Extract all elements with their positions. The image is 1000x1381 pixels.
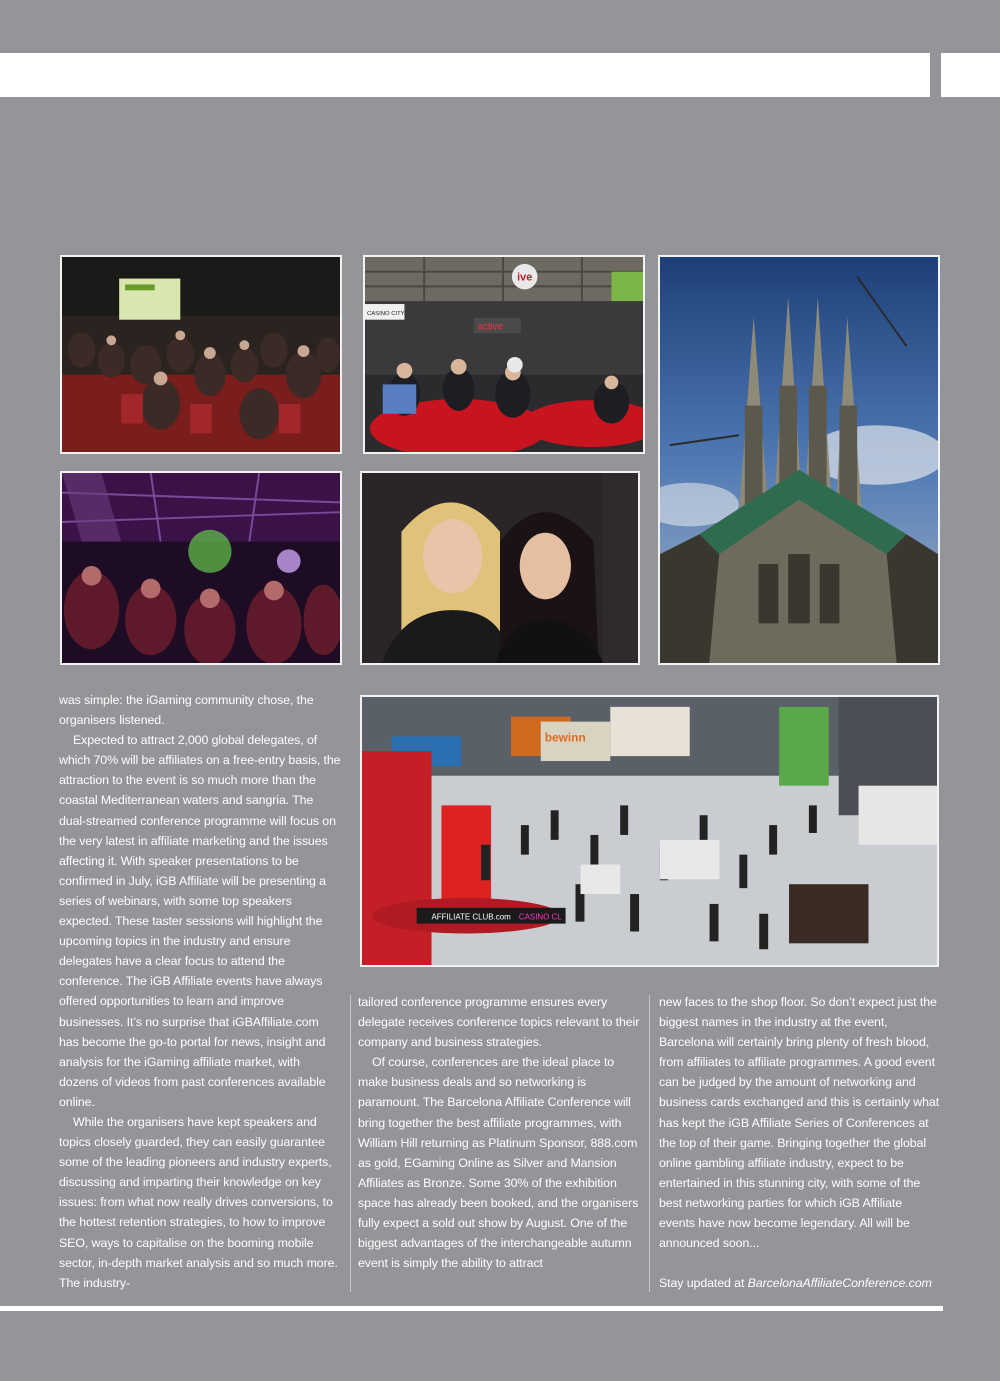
paragraph: was simple: the iGaming community chose, the organisers listened. <box>59 693 314 728</box>
photo-two-women <box>360 471 640 665</box>
photo-sagrada-familia <box>658 255 940 665</box>
article-column-1 <box>59 690 341 1293</box>
photo-party <box>60 471 342 665</box>
column-divider <box>649 995 650 1292</box>
paragraph: Of course, conferences are the ideal place to make business deals and so networking is paramount. The Barcelona Affiliate Conference will bring together the best affiliate programmes, with William Hill returning as Platinum Sponsor, 888.com as gold, EGaming Online as Silver and Mansion Affiliates as Bronze. Some 30% of the exhibition space has already been booked, and the organisers fully expect a sold out show by August. One of the biggest advantages of the interchangeable autumn event is simply the ability to attract <box>358 1055 639 1271</box>
paragraph: Expected to attract 2,000 global delegates, of which 70% will be affiliates on a free-entry basis, the attraction to the event is so much more than the coastal Mediterranean waters and sangria. The dual-streamed conference programme will focus on the very latest in affiliate marketing and the issues affecting it. With speaker presentations to be confirmed in July, iGB Affiliate will be presenting a series of webinars, with some top speakers expected. These taster sessions will highlight the upcoming topics in the industry and ensure delegates have a clear focus to attend the conference. The iGB Affiliate events have always offered opportunities to learn and improve businesses. It’s no surprise that iGBAffiliate.com has become the go-to portal for news, insight and analysis for the iGaming affiliate market, with dozens of videos from past conferences available online. <box>59 733 341 1109</box>
casino-club-sign: CASINO CL <box>518 912 562 922</box>
photo-exhibition-tables <box>363 255 645 454</box>
header-tab <box>941 53 1000 97</box>
active-sign: active <box>477 321 504 333</box>
stay-updated-prefix: Stay updated at <box>659 1276 748 1291</box>
article-column-3 <box>659 992 941 1293</box>
paragraph: new faces to the shop floor. So don’t expect just the biggest names in the industry at the event, Barcelona will certainly bring plenty of fresh blood, from affiliates to affiliate programmes. A good event can be judged by the amount of networking and business cards exchanged and this is certainly what has kept the iGB Affiliate Series of Conferences at the top of their game. Bringing together the global online gambling affiliate industry, expect to be entertained in this stunning city, with some of the best networking parties for which iGB Affiliate events have now become legendary. All will be announced soon... <box>659 995 940 1251</box>
footer-rule <box>0 1306 943 1311</box>
paragraph: tailored conference programme ensures every delegate receives conference topics relevant to their company and business strategies. <box>358 995 640 1050</box>
conference-url-link[interactable]: BarcelonaAffiliateConference.com <box>747 1276 932 1291</box>
photo-conference-audience <box>60 255 342 454</box>
affiliate-club-sign: AFFILIATE CLUB.com <box>431 912 511 922</box>
paragraph: While the organisers have kept speakers and topics closely guarded, they can easily guarantee some of the leading pioneers and industry experts, discussing and imparting their knowledge on key issues: from what now really drives conversions, to the hottest retention strategies, to how to improve SEO, ways to capitalise on the booming mobile sector, in-depth market analysis and so much more. The industry- <box>59 1114 338 1290</box>
header-band <box>0 53 930 97</box>
column-divider <box>350 995 351 1292</box>
photo-exhibition-hall <box>360 695 939 967</box>
bewin-sign: bewinn <box>544 730 586 745</box>
stay-updated-line <box>659 1273 941 1293</box>
casino-city-sign: CASINO CITY <box>366 310 405 317</box>
article-column-2 <box>358 992 641 1273</box>
live-sign: ive <box>517 271 533 284</box>
